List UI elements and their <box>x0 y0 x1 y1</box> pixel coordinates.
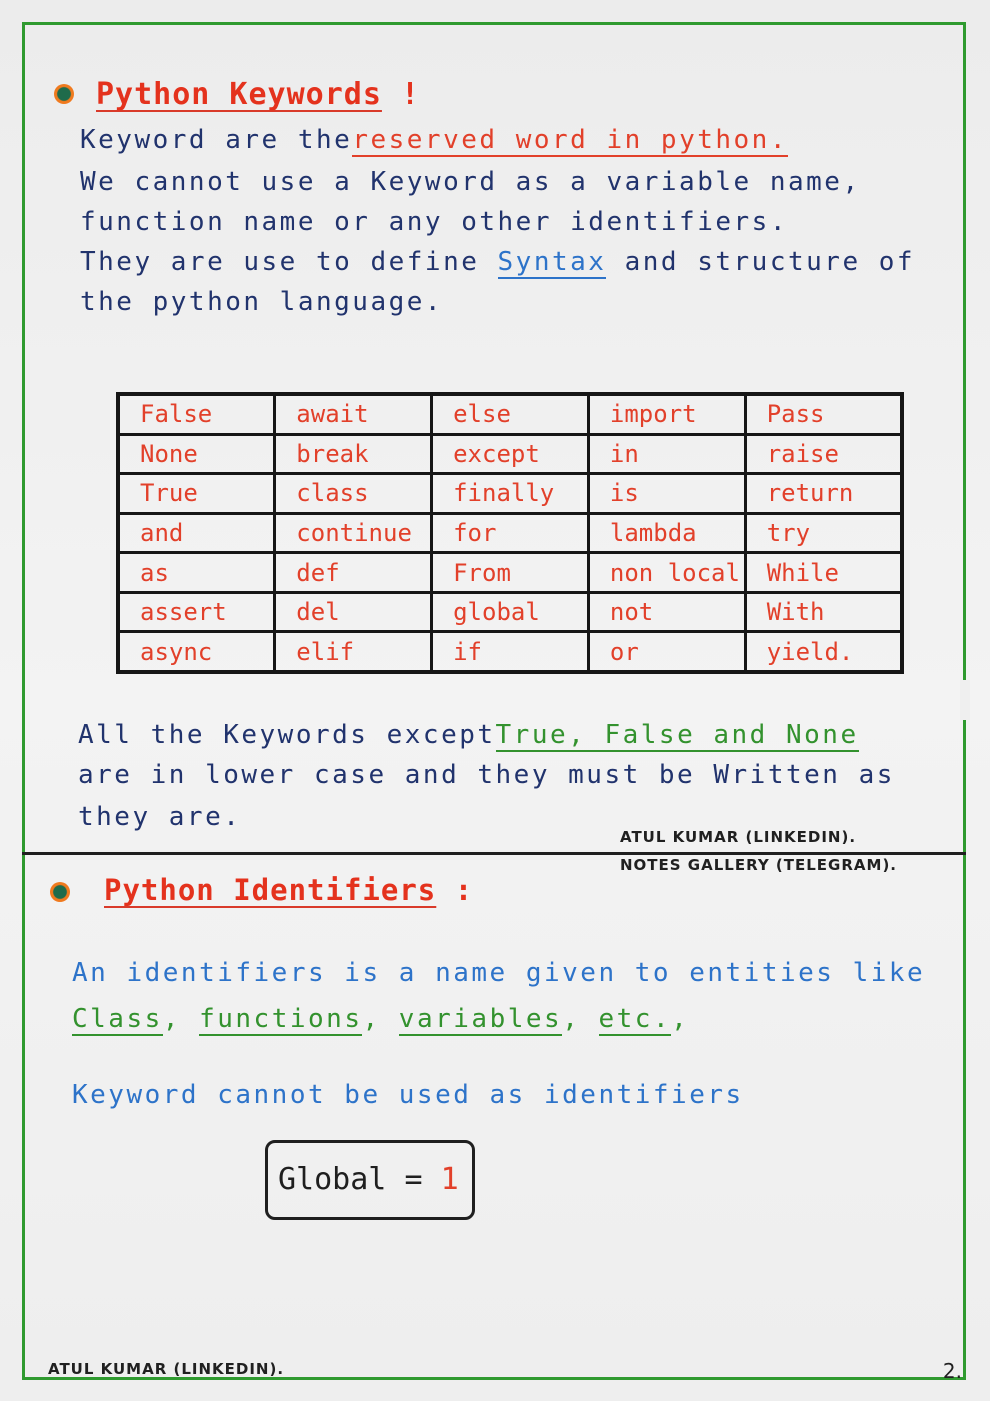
section-divider <box>22 852 966 855</box>
keyword-cell: True <box>118 474 275 514</box>
note-line: they are. <box>78 802 242 832</box>
keyword-cell: del <box>275 592 432 632</box>
highlight-text: True, False and None <box>495 720 859 750</box>
keyword-cell: return <box>745 474 902 514</box>
keyword-cell: continue <box>275 513 432 553</box>
note-text: All the Keywords except <box>78 720 496 750</box>
keyword-cell: lambda <box>588 513 745 553</box>
intro-line: the python language. <box>80 287 444 317</box>
keyword-cell: raise <box>745 434 902 474</box>
entity-item: etc. <box>598 1004 672 1034</box>
keyword-cell: def <box>275 553 432 593</box>
identifier-example-box <box>265 1140 475 1220</box>
keyword-cell: except <box>432 434 589 474</box>
intro-line: function name or any other identifiers. <box>80 207 788 237</box>
keyword-cell: class <box>275 474 432 514</box>
keyword-cell: False <box>118 394 275 434</box>
section-heading-text: Python Identifiers <box>104 873 437 907</box>
section-heading <box>104 873 473 907</box>
keyword-cell: non local <box>588 553 745 593</box>
entity-item: variables <box>398 1004 563 1034</box>
keyword-cell: in <box>588 434 745 474</box>
intro-line: We cannot use a Keyword as a variable name, <box>80 167 861 197</box>
keywords-note <box>78 720 938 840</box>
intro-text: Keyword are the <box>80 125 353 155</box>
page-number: 2. <box>942 1359 962 1383</box>
entity-item: Class <box>72 1004 163 1034</box>
keywords-row <box>118 513 902 553</box>
signature-line: ATUL KUMAR (LINKEDIN). <box>620 828 857 846</box>
keyword-cell: break <box>275 434 432 474</box>
signature-line: NOTES GALLERY (TELEGRAM). <box>620 856 897 874</box>
keyword-cell: for <box>432 513 589 553</box>
example-value: 1 <box>440 1162 459 1197</box>
keyword-cell: await <box>275 394 432 434</box>
keywords-row <box>118 434 902 474</box>
keyword-cell: not <box>588 592 745 632</box>
note-line: are in lower case and they must be Written as <box>78 760 895 790</box>
example-operator: = <box>404 1162 423 1197</box>
definition-line: Keyword cannot be used as identifiers <box>72 1080 744 1110</box>
border-gap <box>960 680 970 720</box>
keywords-row <box>118 474 902 514</box>
keyword-cell: is <box>588 474 745 514</box>
keywords-row <box>118 592 902 632</box>
section-heading-suffix: : <box>454 873 474 907</box>
section-heading <box>96 77 420 112</box>
keyword-cell: or <box>588 632 745 672</box>
keywords-intro <box>80 125 930 315</box>
intro-line <box>80 125 788 155</box>
definition-line: An identifiers is a name given to entities like <box>72 958 926 988</box>
keyword-cell: elif <box>275 632 432 672</box>
keyword-cell: import <box>588 394 745 434</box>
intro-line <box>80 247 915 277</box>
entity-list: Class, functions, variables, etc., <box>72 1004 690 1034</box>
keywords-row <box>118 632 902 672</box>
keyword-cell: and <box>118 513 275 553</box>
keyword-cell: None <box>118 434 275 474</box>
section-bullet-icon <box>50 882 70 902</box>
keywords-row <box>118 394 902 434</box>
section-bullet-icon <box>54 84 74 104</box>
keyword-cell: With <box>745 592 902 632</box>
example-name: Global <box>278 1162 387 1197</box>
note-line <box>78 720 859 750</box>
keyword-cell: Pass <box>745 394 902 434</box>
footer-author: ATUL KUMAR (LINKEDIN). <box>48 1360 285 1378</box>
keyword-cell: global <box>432 592 589 632</box>
keyword-cell: From <box>432 553 589 593</box>
keyword-cell: While <box>745 553 902 593</box>
keywords-row <box>118 553 902 593</box>
syntax-link: Syntax <box>497 247 607 277</box>
section-heading-text: Python Keywords <box>96 77 382 112</box>
keyword-cell: yield. <box>745 632 902 672</box>
keyword-cell: finally <box>432 474 589 514</box>
keyword-cell: async <box>118 632 275 672</box>
keyword-cell: if <box>432 632 589 672</box>
highlight-text: reserved word in python. <box>352 125 788 155</box>
entity-item: functions <box>199 1004 363 1034</box>
intro-text: and structure of <box>624 247 916 277</box>
identifiers-definition <box>72 958 932 1118</box>
python-keywords-table <box>116 392 904 674</box>
keyword-cell: else <box>432 394 589 434</box>
keyword-cell: as <box>118 553 275 593</box>
intro-text: They are use to define <box>80 247 480 277</box>
section-heading-suffix: ! <box>401 77 421 112</box>
keyword-cell: assert <box>118 592 275 632</box>
keyword-cell: try <box>745 513 902 553</box>
